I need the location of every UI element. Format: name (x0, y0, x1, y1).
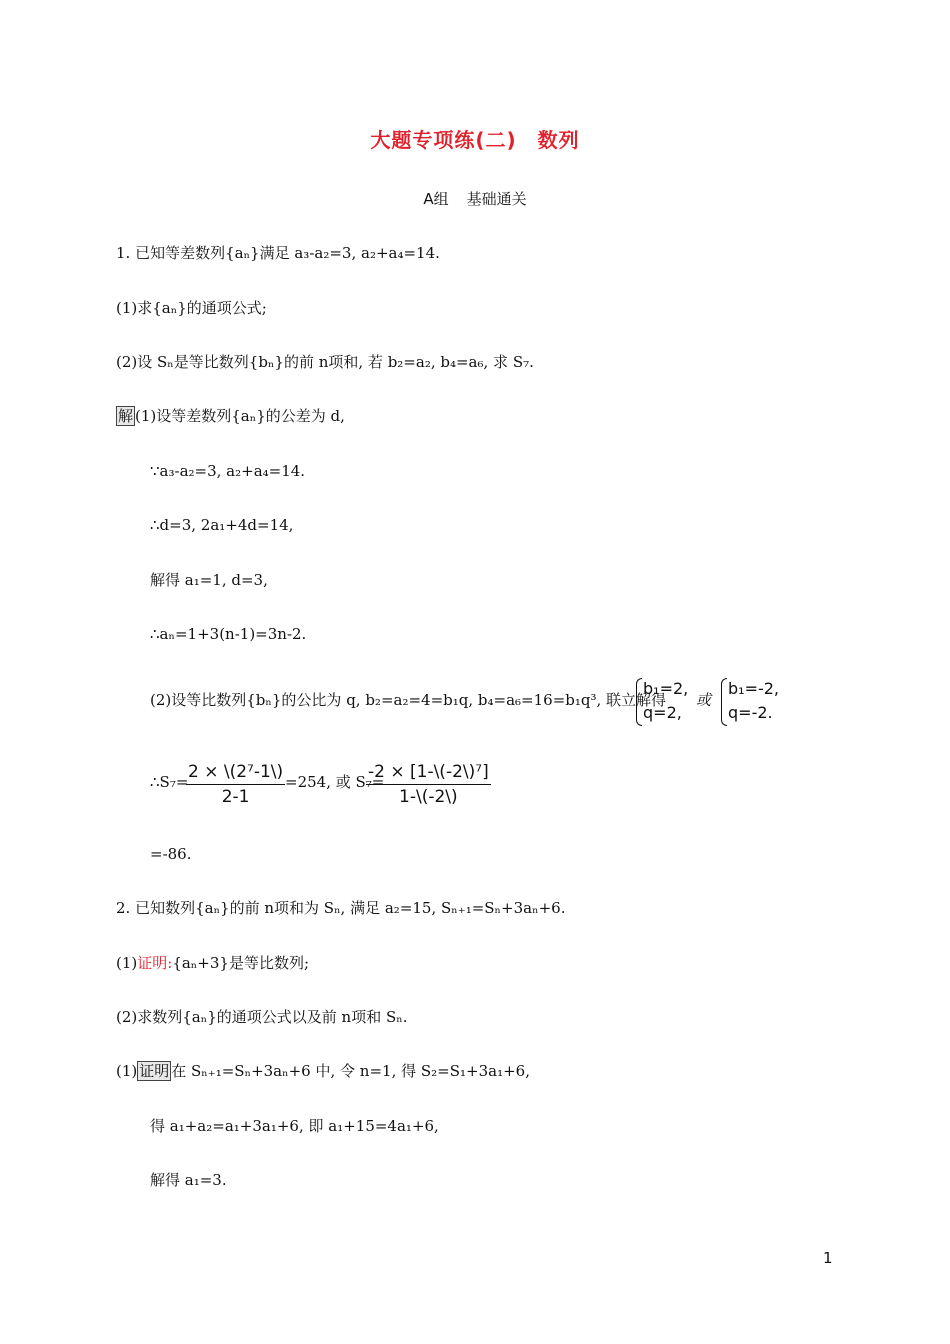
sum-middle: =254, 或 S₇= (285, 773, 385, 791)
solution-1-line-8: =-86. (150, 845, 192, 863)
system-2-brace (721, 678, 727, 726)
fraction-1-denominator: 2-1 (221, 787, 250, 807)
proof-line-2: 得 a₁+a₂=a₁+3a₁+6, 即 a₁+15=4a₁+6, (150, 1117, 439, 1135)
problem-2-statement: 2. 已知数列{aₙ}的前 n项和为 Sₙ, 满足 a₂=15, Sₙ₊₁=Sₙ+3aₙ+6. (116, 899, 566, 917)
problem-1-statement: 1. 已知等差数列{aₙ}满足 a₃-a₂=3, a₂+a₄=14. (116, 244, 440, 262)
system-1-brace (636, 678, 642, 726)
fraction-1 (186, 762, 285, 807)
problem-2-part-1 (116, 953, 309, 973)
fraction-2-denominator: 1-\(-2\) (399, 787, 458, 807)
group-name: 基础通关 (466, 190, 527, 208)
problem-2-part-1-num: (1) (116, 954, 138, 972)
or-text: 或 (696, 691, 712, 709)
page-number: 1 (823, 1249, 833, 1267)
system-2 (728, 677, 779, 725)
page-title: 大题专项练(二) 数列 (370, 128, 580, 152)
solution-1-line-5: ∴aₙ=1+3(n-1)=3n-2. (150, 625, 307, 643)
solution-1-text: (1)设等差数列{aₙ}的公差为 d, (135, 407, 345, 425)
section-subtitle (0, 189, 950, 209)
solution-1-line-4: 解得 a₁=1, d=3, (150, 571, 268, 589)
problem-2-part-2: (2)求数列{aₙ}的通项公式以及前 n项和 Sₙ. (116, 1008, 408, 1026)
system-2-row-2: q=-2. (728, 703, 773, 722)
prove-label: 证明: (137, 954, 173, 972)
system-2-row-1: b₁=-2, (728, 679, 780, 698)
problem-1-part-2: (2)设 Sₙ是等比数列{bₙ}的前 n项和, 若 b₂=a₂, b₄=a₆, 求 S₇. (116, 353, 534, 371)
fraction-2 (366, 762, 491, 807)
solution-1-line-1 (116, 406, 345, 426)
group-label: A组 (423, 190, 449, 208)
system-1-row-1: b₁=2, (643, 679, 689, 698)
system-1 (643, 677, 688, 725)
fraction-1-numerator: 2 × \(2⁷-1\) (186, 762, 285, 785)
solution-1-line-2: ∵a₃-a₂=3, a₂+a₄=14. (150, 462, 306, 480)
fraction-2-numerator: -2 × [1-\(-2\)⁷] (366, 762, 491, 785)
proof-line-1 (116, 1061, 530, 1081)
solution-1-line-6: (2)设等比数列{bₙ}的公比为 q, b₂=a₂=4=b₁q, b₄=a₆=16=b₁q³, 联立解得 (150, 691, 667, 709)
problem-2-part-1-text: {aₙ+3}是等比数列; (172, 954, 309, 972)
solution-mark: 解 (118, 407, 134, 425)
proof-num: (1) (116, 1062, 138, 1080)
proof-text: 在 Sₙ₊₁=Sₙ+3aₙ+6 中, 令 n=1, 得 S₂=S₁+3a₁+6, (171, 1062, 530, 1080)
proof-mark: 证明 (139, 1062, 170, 1080)
system-1-row-2: q=2, (643, 703, 682, 722)
proof-line-3: 解得 a₁=3. (150, 1171, 227, 1189)
problem-1-part-1: (1)求{aₙ}的通项公式; (116, 299, 267, 317)
sum-prefix: ∴S₇= (150, 773, 189, 791)
solution-1-line-3: ∴d=3, 2a₁+4d=14, (150, 516, 294, 534)
